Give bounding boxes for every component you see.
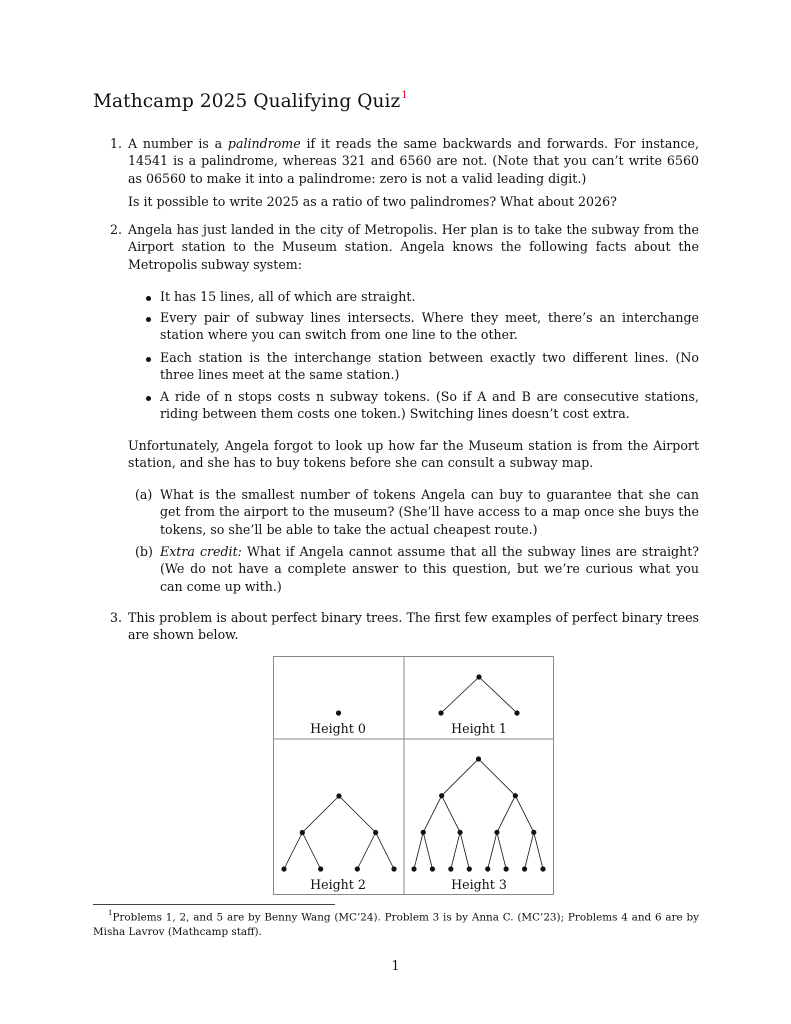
tree-caption-height-0: Height 0: [310, 721, 366, 736]
problem-1-para-1: [128, 135, 699, 187]
tree-node: [485, 866, 490, 871]
bullet-marker: [146, 296, 151, 301]
problem-3-text: This problem is about perfect binary trees. The first few examples of perfect binary trees are shown below.: [128, 610, 699, 643]
tree-node: [411, 866, 416, 871]
tree-caption-height-2: Height 2: [310, 877, 366, 892]
tree-node: [438, 710, 443, 715]
tree-height-2: [281, 793, 396, 871]
tree-node: [430, 866, 435, 871]
problem-2-intro: Angela has just landed in the city of Metropolis. Her plan is to take the subway from the Airport station to the Museum station. Angela knows the following facts about the Metropolis subway system:: [128, 222, 699, 272]
page-title: [93, 91, 408, 112]
tree-node: [476, 756, 481, 761]
footnote-mark: 1: [108, 909, 113, 917]
tree-edge: [339, 796, 376, 833]
tree-node: [531, 830, 536, 835]
footnote-rule: [93, 904, 335, 905]
tree-node: [373, 830, 378, 835]
tree-height-0: [336, 710, 341, 715]
tree-edge: [442, 759, 479, 796]
tree-node: [504, 866, 509, 871]
tree-node: [476, 674, 481, 679]
tree-edge: [525, 832, 534, 869]
tree-node: [355, 866, 360, 871]
tree-node: [513, 793, 518, 798]
tree-height-3: [411, 756, 545, 871]
problem-1-number: 1.: [110, 136, 123, 151]
page-number: 1: [391, 958, 400, 973]
tree-edge: [534, 832, 543, 869]
tree-node: [540, 866, 545, 871]
problem-2-after-text: Unfortunately, Angela forgot to look up how far the Museum station is from the Airport station, and she has to buy tokens before she can consult a subway map.: [128, 438, 699, 471]
tree-node: [336, 710, 341, 715]
problem-3-number: 3.: [110, 610, 123, 625]
tree-node: [514, 710, 519, 715]
tree-node: [439, 793, 444, 798]
tree-node: [522, 866, 527, 871]
tree-edge: [414, 832, 423, 869]
tree-node: [318, 866, 323, 871]
bullet-item-3: Each station is the interchange station between exactly two different lines. (No three lines meet at the same station.): [160, 350, 699, 383]
tree-node: [421, 830, 426, 835]
extra-credit-label: Extra credit:: [160, 544, 242, 559]
tree-edge: [479, 677, 517, 713]
tree-edge: [515, 796, 533, 833]
tree-node: [448, 866, 453, 871]
tree-edge: [497, 832, 506, 869]
bullet-marker: [146, 396, 151, 401]
tree-node: [336, 793, 341, 798]
tree-edge: [357, 833, 375, 870]
tree-node: [300, 830, 305, 835]
part-a-text: What is the smallest number of tokens Angela can buy to guarantee that she can get from the airport to the museum? (She’ll have access to a map once she buys the tokens, so she’ll be able to take the actual cheapest route.): [160, 487, 699, 537]
tree-node: [281, 866, 286, 871]
tree-node: [467, 866, 472, 871]
problem-1-text-b: if it reads the same backwards and forwards. For instance, 14541 is a palindrome, whereas 321 and 6560 are not. (Note that you can’t write 6560 as 06560 to make it into a palindrome: zero is not a valid leading digit.): [128, 136, 699, 186]
palindrome-term: palindrome: [227, 136, 301, 151]
problem-1-text-a: A number is a: [128, 136, 228, 151]
part-b-label: (b): [135, 544, 153, 559]
tree-node: [457, 830, 462, 835]
tree-edge: [460, 832, 469, 869]
tree-height-1: [438, 674, 519, 715]
tree-edge: [302, 796, 339, 833]
bullet-marker: [146, 317, 151, 322]
bullet-item-2: Every pair of subway lines intersects. Where they meet, there’s an interchange station where you can switch from one line to the other.: [160, 310, 699, 343]
tree-caption-height-3: Height 3: [451, 877, 507, 892]
problem-2-number: 2.: [110, 222, 123, 237]
problem-1-para-2: Is it possible to write 2025 as a ratio of two palindromes? What about 2026?: [128, 194, 617, 209]
footnote-text: Problems 1, 2, and 5 are by Benny Wang (MC’24). Problem 3 is by Anna C. (MC’23); Problems 4 and 6 are by Misha Lavrov (Mathcamp staff).: [93, 911, 699, 938]
tree-edge: [302, 833, 320, 870]
bullet-item-4: A ride of n stops costs n subway tokens. (So if A and B are consecutive stations, riding between them costs one token.) Switching lines doesn’t cost extra.: [160, 389, 699, 422]
bullet-marker: [146, 357, 151, 362]
part-b-text: [160, 543, 699, 595]
part-a-label: (a): [135, 487, 153, 502]
binary-trees-figure: [273, 656, 554, 895]
tree-edge: [442, 796, 460, 833]
part-b-body: What if Angela cannot assume that all the subway lines are straight? (We do not have a complete answer to this question, but we’re curious what you can come up with.): [160, 544, 700, 594]
tree-edge: [488, 832, 497, 869]
tree-edge: [376, 833, 394, 870]
tree-edge: [423, 796, 441, 833]
tree-node: [494, 830, 499, 835]
tree-edge: [451, 832, 460, 869]
footnote: [93, 907, 699, 939]
tree-edge: [423, 832, 432, 869]
tree-edge: [479, 759, 516, 796]
tree-edge: [284, 833, 302, 870]
bullet-item-1: It has 15 lines, all of which are straight.: [160, 289, 416, 304]
tree-edge: [441, 677, 479, 713]
tree-figure-svg: [273, 656, 554, 895]
title-footnote-link[interactable]: 1: [401, 89, 408, 101]
tree-edge: [497, 796, 515, 833]
tree-node: [391, 866, 396, 871]
title-text: Mathcamp 2025 Qualifying Quiz: [93, 91, 401, 112]
tree-caption-height-1: Height 1: [451, 721, 507, 736]
